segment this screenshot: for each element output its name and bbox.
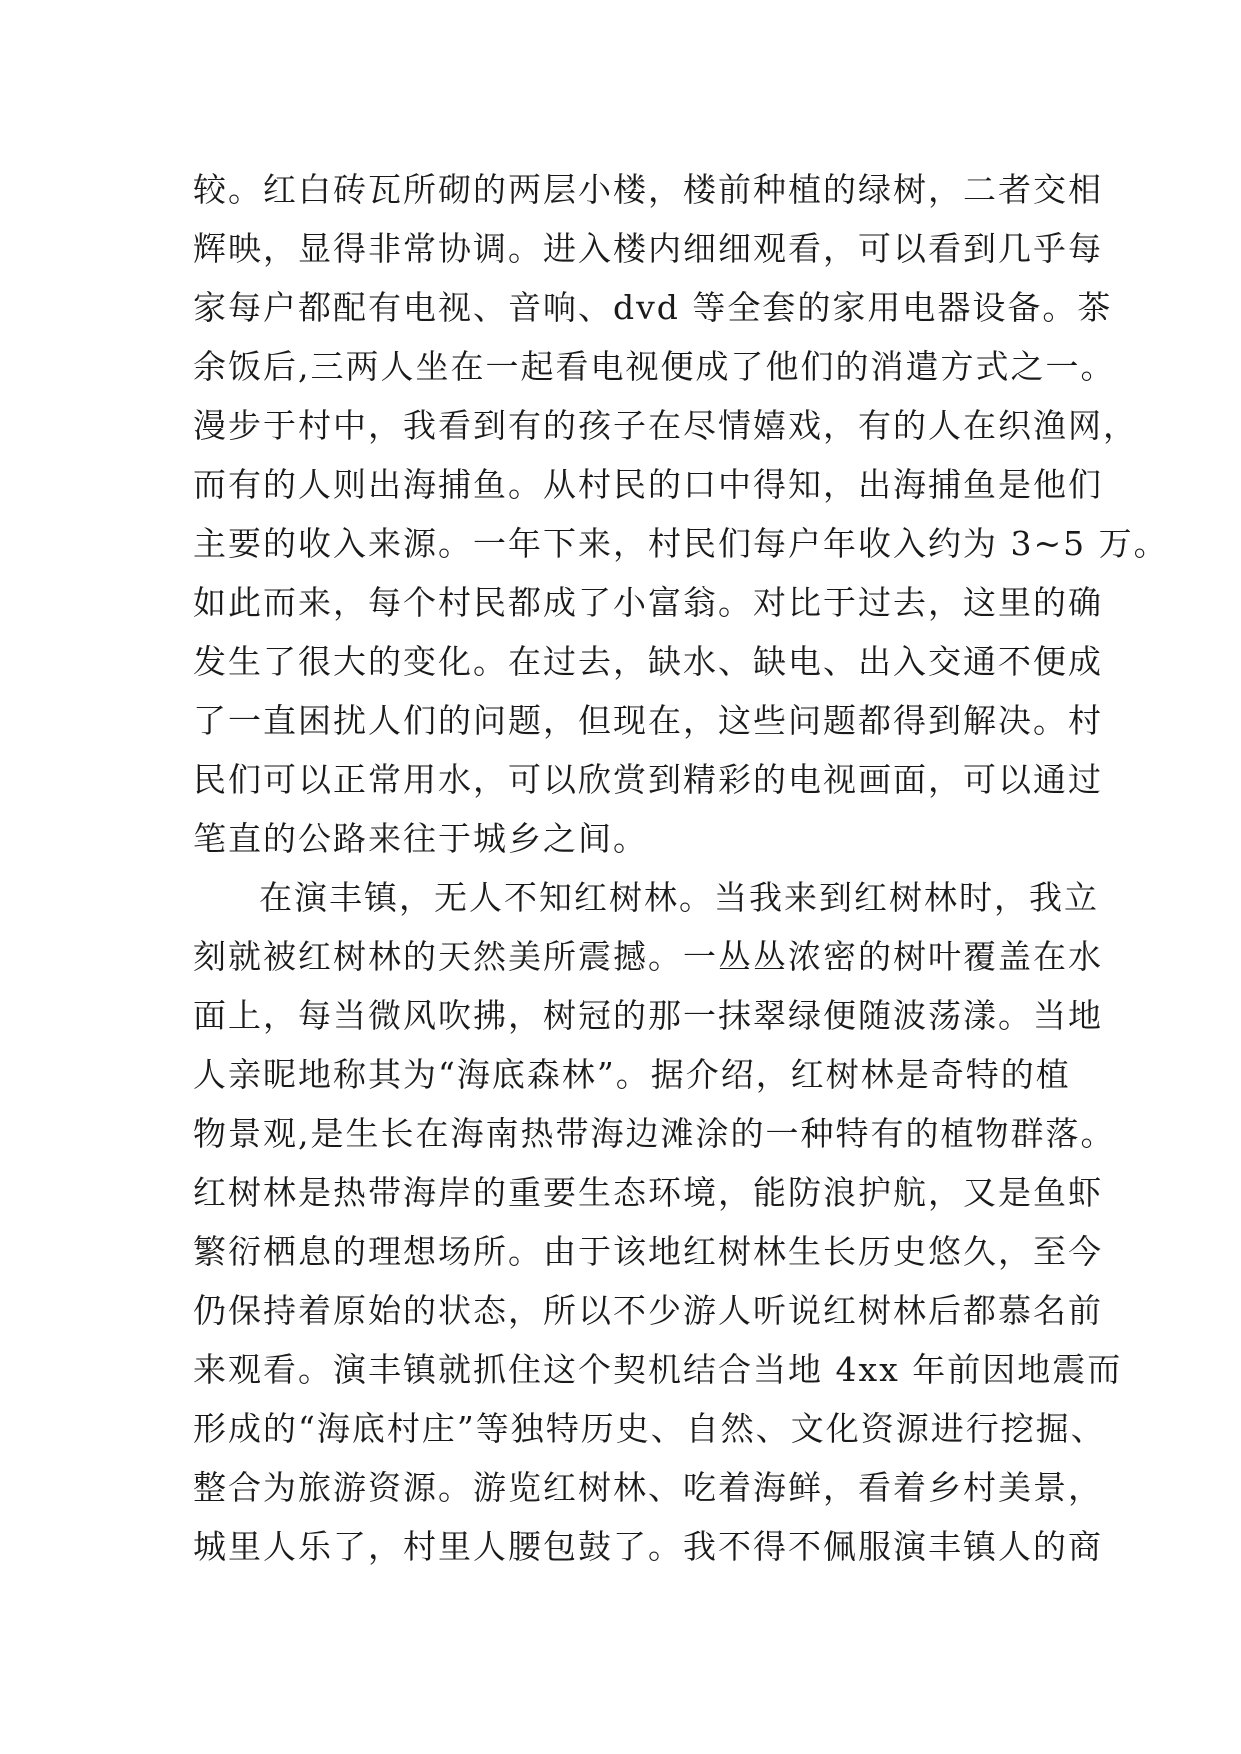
text-line: 物景观,是生长在海南热带海边滩涂的一种特有的植物群落。 [193, 1114, 1116, 1153]
text-line: 主要的收入来源。一年下来，村民们每户年收入约为 3~5 万。 [193, 524, 1169, 563]
text-line: 形成的“海底村庄”等独特历史、自然、文化资源进行挖掘、 [193, 1409, 1106, 1448]
text-line: 民们可以正常用水，可以欣赏到精彩的电视画面，可以通过 [193, 760, 1103, 799]
text-line: 了一直困扰人们的问题，但现在，这些问题都得到解决。村 [193, 701, 1103, 740]
document-body [193, 160, 1169, 1576]
text-line: 发生了很大的变化。在过去，缺水、缺电、出入交通不便成 [193, 642, 1103, 681]
text-line: 家每户都配有电视、音响、dvd 等全套的家用电器设备。茶 [193, 288, 1113, 327]
text-line: 刻就被红树林的天然美所震撼。一丛丛浓密的树叶覆盖在水 [193, 937, 1103, 976]
text-line: 仍保持着原始的状态，所以不少游人听说红树林后都慕名前 [193, 1291, 1103, 1330]
text-line: 繁衍栖息的理想场所。由于该地红树林生长历史悠久，至今 [193, 1232, 1103, 1271]
text-line: 红树林是热带海岸的重要生态环境，能防浪护航，又是鱼虾 [193, 1173, 1103, 1212]
paragraph-2 [193, 868, 1123, 1576]
text-line: 面上，每当微风吹拂，树冠的那一抹翠绿便随波荡漾。当地 [193, 996, 1103, 1035]
text-line-indented: 在演丰镇，无人不知红树林。当我来到红树林时，我立 [259, 878, 1099, 917]
text-line: 整合为旅游资源。游览红树林、吃着海鲜，看着乡村美景， [193, 1468, 1103, 1507]
text-line: 笔直的公路来往于城乡之间。 [193, 819, 648, 858]
text-line: 辉映，显得非常协调。进入楼内细细观看，可以看到几乎每 [193, 229, 1103, 268]
text-line: 城里人乐了，村里人腰包鼓了。我不得不佩服演丰镇人的商 [193, 1527, 1103, 1566]
text-line: 余饭后,三两人坐在一起看电视便成了他们的消遣方式之一。 [193, 347, 1116, 386]
text-line: 漫步于村中，我看到有的孩子在尽情嬉戏，有的人在织渔网， [193, 406, 1138, 445]
text-line: 来观看。演丰镇就抓住这个契机结合当地 4xx 年前因地震而 [193, 1350, 1123, 1389]
paragraph-1 [193, 160, 1169, 868]
text-line: 如此而来，每个村民都成了小富翁。对比于过去，这里的确 [193, 583, 1103, 622]
text-line: 较。红白砖瓦所砌的两层小楼，楼前种植的绿树，二者交相 [193, 170, 1103, 209]
text-line: 而有的人则出海捕鱼。从村民的口中得知，出海捕鱼是他们 [193, 465, 1103, 504]
text-line: 人亲昵地称其为“海底森林”。据介绍，红树林是奇特的植 [193, 1055, 1071, 1094]
